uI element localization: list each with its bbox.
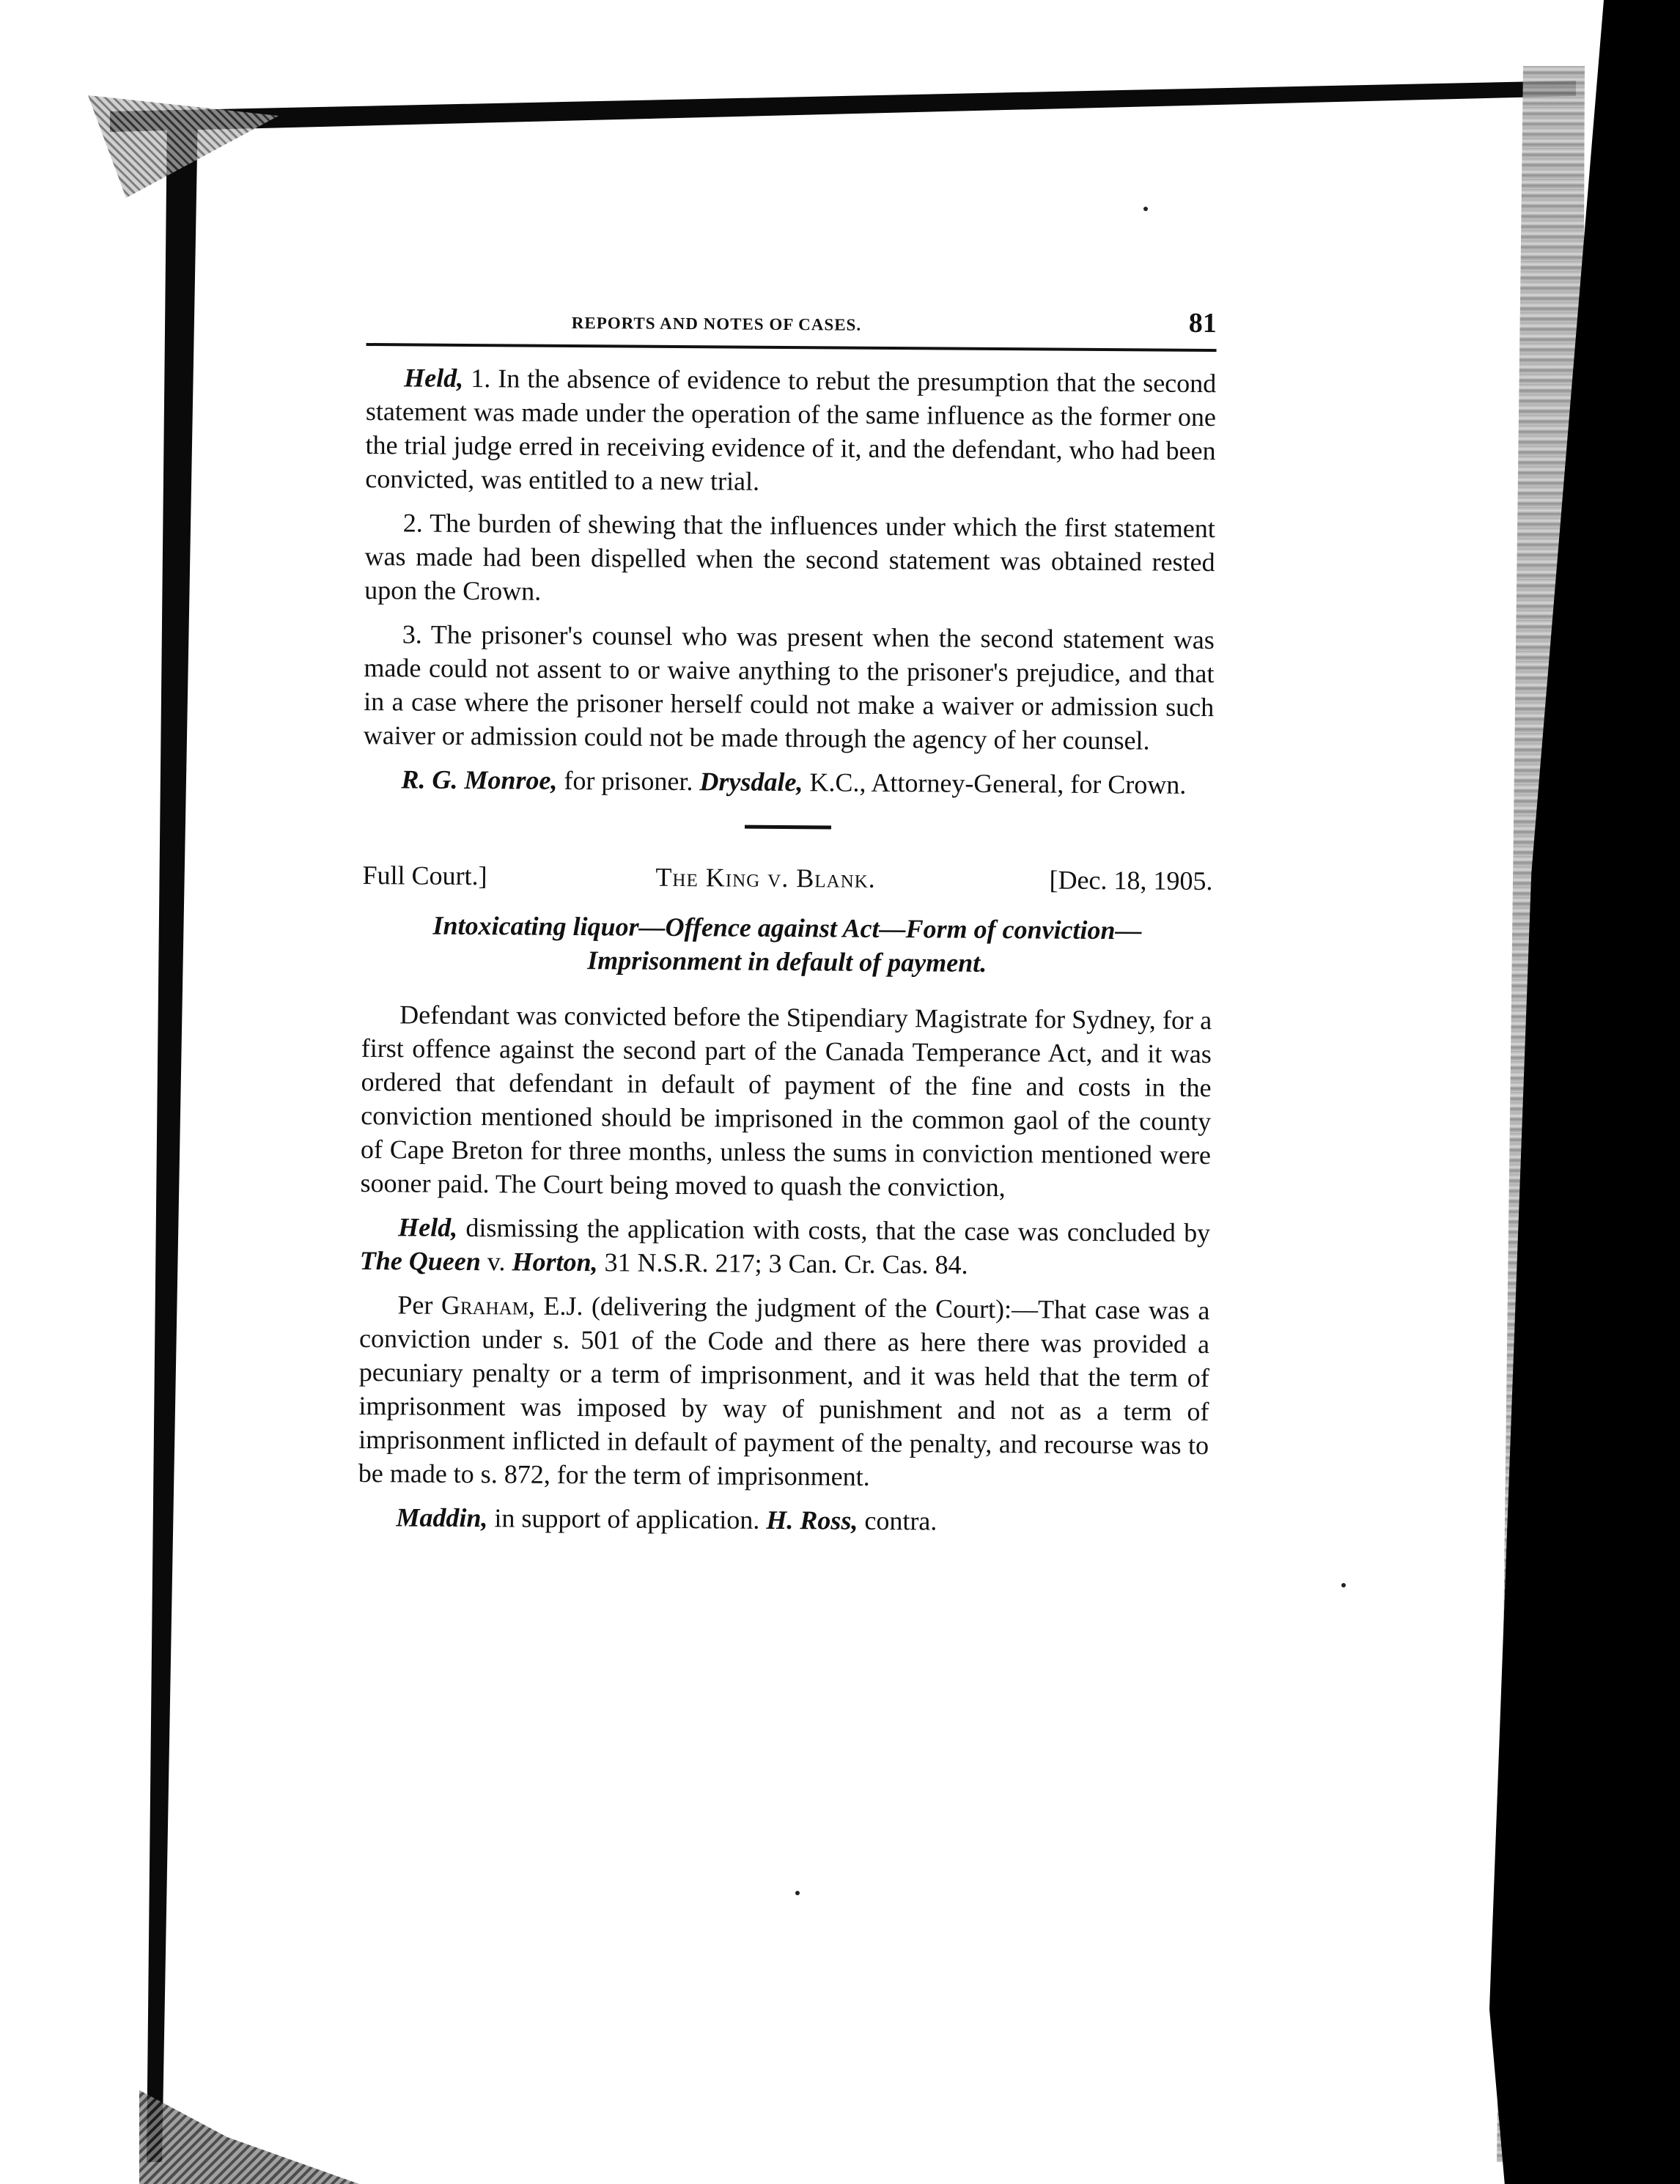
case-date: [Dec. 18, 1905. xyxy=(1049,865,1213,896)
counsel-2-name: Drysdale, xyxy=(699,767,803,797)
held-label: Held, xyxy=(404,363,464,393)
counsel-a-name: Maddin, xyxy=(396,1502,488,1533)
cited-case-v: v. xyxy=(480,1247,512,1277)
book-edge-left xyxy=(147,110,198,2162)
held-text-1: 1. In the absence of evidence to rebut the presumption that the second statement was made under the operation of the same influence as the former one the trial judge erred in receiving evidence of it, and the defendant, who had been convicted, was entitled to a new trial. xyxy=(365,363,1217,496)
per-prefix: Per xyxy=(397,1290,442,1320)
judgment-text: E.J. (delivering the judgment of the Court):—That case was a conviction under s. 501 of the Code and there as here there was provided a pecuniary penalty or a term of imprisonment, and it was held that the term of imprisonment was imposed by way of punishment and not as a term of imprisonment inflicted in default of payment of the penalty, and recourse was to be made to s. 872, for the term of imprisonment. xyxy=(358,1291,1210,1491)
judge-name: Graham, xyxy=(441,1290,536,1321)
catchwords xyxy=(362,908,1213,981)
counsel-1-role: for prisoner. xyxy=(557,765,700,797)
held-paragraph-1 xyxy=(365,361,1216,501)
speck xyxy=(795,1891,800,1895)
page-number: 81 xyxy=(1188,307,1217,339)
cited-case-name-2: Horton, xyxy=(512,1247,598,1277)
judgment-paragraph xyxy=(358,1288,1210,1496)
held-paragraph xyxy=(360,1210,1211,1283)
counsel-line-2 xyxy=(358,1500,1208,1540)
section-divider xyxy=(745,825,831,830)
case-title: The King v. Blank. xyxy=(655,862,876,893)
held-text-a: dismissing the application with costs, that the case was concluded by xyxy=(457,1212,1211,1248)
court-name: Full Court.] xyxy=(362,860,487,891)
book-edge-top xyxy=(110,81,1576,132)
catchwords-line-1: Intoxicating liquor—Offence against Act—Form of conviction— xyxy=(432,910,1142,945)
held-paragraph-2: 2. The burden of shewing that the influences under which the first statement was made had been dispelled when the second statement was obtained rested upon the Crown. xyxy=(364,508,1215,606)
catchwords-line-2: Imprisonment in default of payment. xyxy=(587,945,987,978)
speck xyxy=(1341,1583,1346,1587)
speck xyxy=(1143,207,1148,211)
held-paragraph-3: 3. The prisoner's counsel who was present when the second statement was made could not assent to or waive anything to the prisoner's prejudice, and that in a case where the prisoner herself could not make a waiver or admission such waiver or admission could not be made through the agency of her counsel. xyxy=(363,619,1215,756)
facts-paragraph: Defendant was convicted before the Stipendiary Magistrate for Sydney, for a first offence against the second part of the Canada Temperance Act, and it was ordered that defendant in default of payment of the fine and costs in the conviction mentioned should be imprisoned in the common gaol of the county of Cape Breton for three months, unless the sums in conviction mentioned were sooner paid. The Court being moved to quash the conviction, xyxy=(360,1000,1212,1203)
counsel-b-role: contra. xyxy=(858,1505,937,1536)
held-text-b: 31 N.S.R. 217; 3 Can. Cr. Cas. 84. xyxy=(597,1247,968,1280)
counsel-a-role: in support of application. xyxy=(487,1503,767,1535)
running-title: REPORTS AND NOTES OF CASES. xyxy=(571,313,862,334)
counsel-line xyxy=(363,762,1213,802)
scan-noise-bottom-left xyxy=(139,2067,359,2184)
held-label: Held, xyxy=(398,1212,458,1242)
cited-case-name: The Queen xyxy=(359,1245,481,1277)
counsel-2-role: K.C., Attorney-General, for Crown. xyxy=(803,767,1187,800)
running-head xyxy=(366,300,1217,346)
case-heading xyxy=(362,858,1212,901)
page-content xyxy=(358,300,1217,1550)
counsel-b-name: H. Ross, xyxy=(766,1505,858,1535)
counsel-1-name: R. G. Monroe, xyxy=(401,764,558,795)
